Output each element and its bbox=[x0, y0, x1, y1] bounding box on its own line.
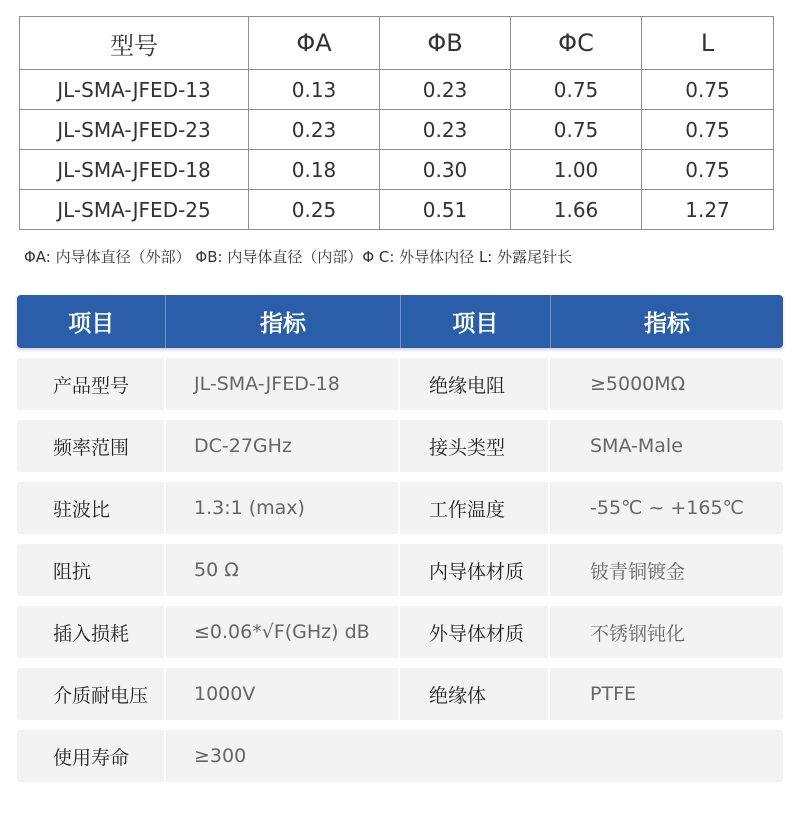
header-phi-b: ΦB bbox=[380, 17, 511, 70]
spec-value: JL-SMA-JFED-18 bbox=[166, 358, 400, 410]
table-row bbox=[20, 190, 774, 230]
spec-value: 不锈钢钝化 bbox=[590, 622, 686, 645]
spec-row bbox=[17, 730, 783, 782]
cell-phi-b: 0.30 bbox=[380, 150, 511, 190]
spec-label: 使用寿命 bbox=[17, 730, 166, 782]
spec-label: 外导体材质 bbox=[400, 606, 550, 658]
spec-label: 阻抗 bbox=[17, 544, 166, 596]
cell-phi-a: 0.25 bbox=[249, 190, 380, 230]
spec-value: DC-27GHz bbox=[166, 420, 400, 472]
cell-l: 0.75 bbox=[642, 70, 774, 110]
spec-row bbox=[17, 668, 783, 720]
spec-value: 铍青铜镀金 bbox=[590, 560, 686, 583]
header-model: 型号 bbox=[20, 17, 249, 70]
cell-phi-c: 1.00 bbox=[511, 150, 642, 190]
header-l: L bbox=[642, 17, 774, 70]
dimension-legend-note: ΦA: 内导体直径（外部） ΦB: 内导体直径（内部）Φ C: 外导体内径 L: 外露尾针长 bbox=[24, 248, 573, 266]
table-row bbox=[20, 150, 774, 190]
header-phi-c: ΦC bbox=[511, 17, 642, 70]
spec-value: SMA-Male bbox=[590, 435, 683, 457]
spec-label: 插入损耗 bbox=[17, 606, 166, 658]
header-spec-1: 指标 bbox=[166, 295, 400, 348]
spec-value: 1.3:1 (max) bbox=[166, 482, 400, 534]
spec-value: ≥5000MΩ bbox=[590, 373, 686, 395]
cell-phi-b: 0.51 bbox=[380, 190, 511, 230]
header-item-1: 项目 bbox=[17, 295, 166, 348]
cell-phi-a: 0.18 bbox=[249, 150, 380, 190]
header-phi-a: ΦA bbox=[249, 17, 380, 70]
spec-label: 绝缘体 bbox=[400, 668, 550, 720]
spec-value: ≥300 bbox=[194, 745, 247, 767]
spec-label: 工作温度 bbox=[400, 482, 550, 534]
cell-phi-c: 1.66 bbox=[511, 190, 642, 230]
cell-model: JL-SMA-JFED-18 bbox=[20, 150, 249, 190]
spec-label: 驻波比 bbox=[17, 482, 166, 534]
spec-row bbox=[17, 606, 783, 658]
spec-label: 接头类型 bbox=[400, 420, 550, 472]
cell-model: JL-SMA-JFED-13 bbox=[20, 70, 249, 110]
spec-row bbox=[17, 420, 783, 472]
cell-phi-c: 0.75 bbox=[511, 70, 642, 110]
spec-value: PTFE bbox=[590, 683, 636, 705]
cell-l: 0.75 bbox=[642, 150, 774, 190]
spec-label: 产品型号 bbox=[17, 358, 166, 410]
spec-label: 绝缘电阻 bbox=[400, 358, 550, 410]
cell-phi-c: 0.75 bbox=[511, 110, 642, 150]
cell-model: JL-SMA-JFED-23 bbox=[20, 110, 249, 150]
cell-phi-b: 0.23 bbox=[380, 110, 511, 150]
cell-phi-a: 0.13 bbox=[249, 70, 380, 110]
spec-value: -55℃ ~ +165℃ bbox=[590, 497, 744, 519]
table-row bbox=[20, 110, 774, 150]
spec-table-header bbox=[17, 295, 783, 348]
spec-row bbox=[17, 358, 783, 410]
header-spec-2: 指标 bbox=[643, 311, 690, 337]
spec-row bbox=[17, 544, 783, 596]
cell-l: 0.75 bbox=[642, 110, 774, 150]
spec-label: 内导体材质 bbox=[400, 544, 550, 596]
spec-table bbox=[17, 295, 783, 782]
header-item-2: 项目 bbox=[401, 295, 551, 348]
spec-value: 50 Ω bbox=[166, 544, 400, 596]
spec-value: 1000V bbox=[166, 668, 400, 720]
dimension-table bbox=[19, 16, 774, 230]
table-row bbox=[20, 70, 774, 110]
cell-model: JL-SMA-JFED-25 bbox=[20, 190, 249, 230]
cell-phi-a: 0.23 bbox=[249, 110, 380, 150]
spec-value: ≤0.06*√F(GHz) dB bbox=[166, 606, 400, 658]
dimension-table-header-row bbox=[20, 17, 774, 70]
cell-phi-b: 0.23 bbox=[380, 70, 511, 110]
cell-l: 1.27 bbox=[642, 190, 774, 230]
spec-label: 频率范围 bbox=[17, 420, 166, 472]
spec-label: 介质耐电压 bbox=[17, 668, 166, 720]
spec-row bbox=[17, 482, 783, 534]
